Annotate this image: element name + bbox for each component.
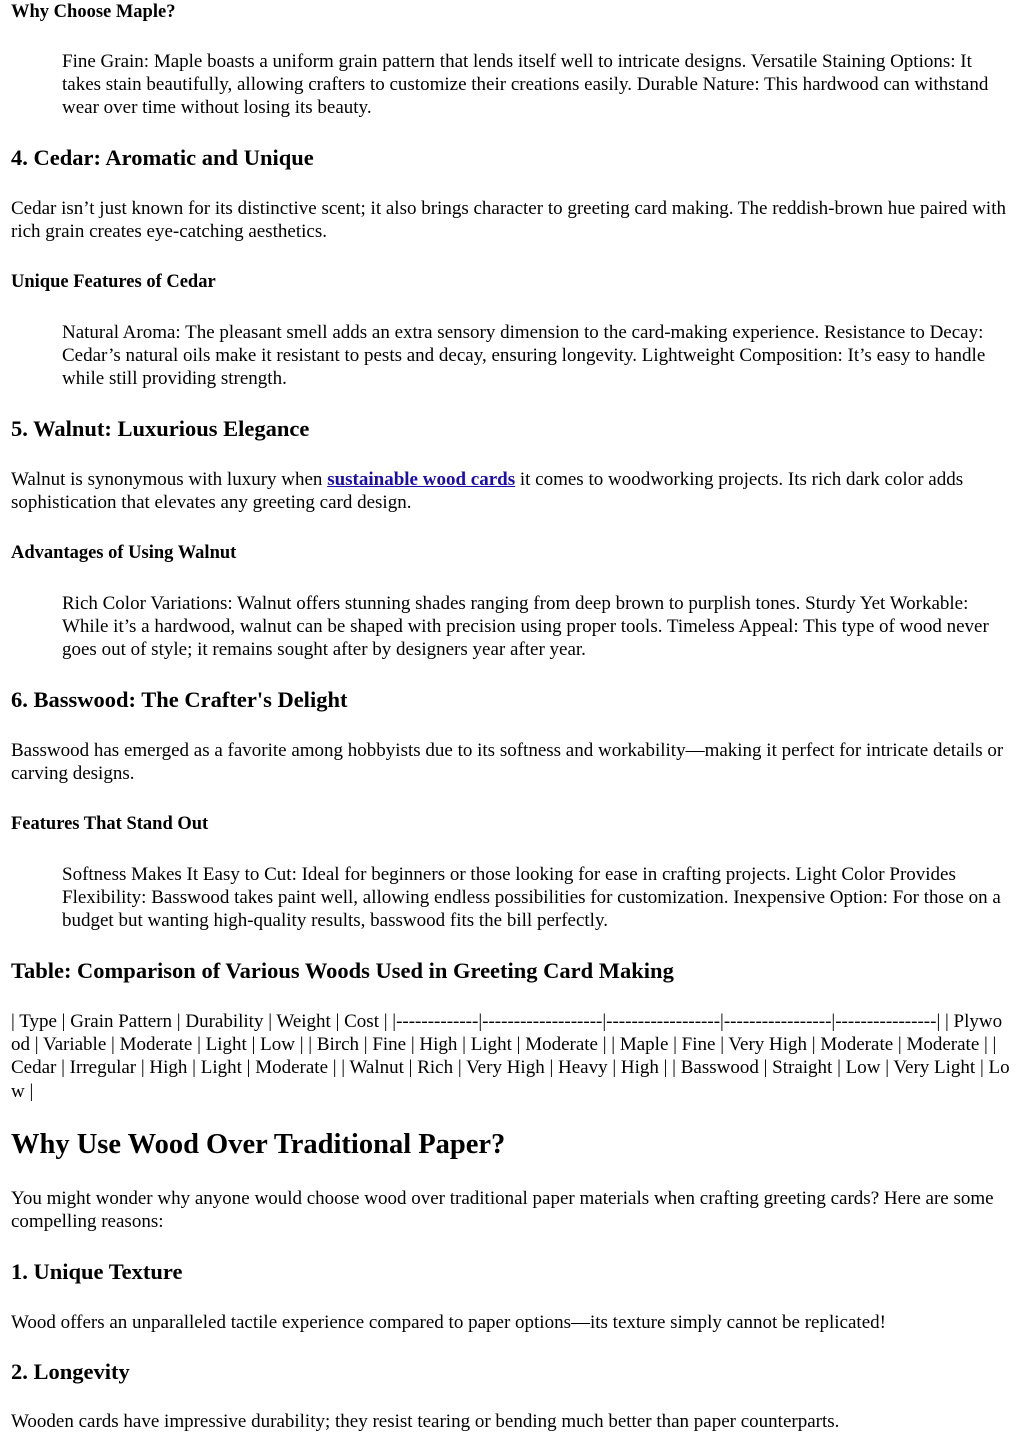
longevity-text: Wooden cards have impressive durability; they resist tearing or bending much better than paper counterparts. [11,1411,840,1432]
cedar-points: Natural Aroma: The pleasant smell adds an extra sensory dimension to the card-making experience. Resistance to Decay: Cedar’s natural oils make it resistant to pests and decay, ensuring longevity. Lightweight Composition: It’s easy to handle while still providing strength. [62,322,986,390]
basswood-heading: 6. Basswood: The Crafter's Delight [11,687,348,712]
why-wood-heading: Why Use Wood Over Traditional Paper? [11,1129,506,1160]
cedar-heading: 4. Cedar: Aromatic and Unique [11,145,314,170]
comparison-table-text: | Type | Grain Pattern | Durability | Weight | Cost | |-------------|-------------------|------------------|-----------------|----------------| | Plywood | Variable | Moderate | Light | Low | | Birch | Fine | High | Light | Moderate | | Maple | Fine | Very High | Moderate | Moderate | | Cedar | Irregular | High | Light | Moderate | | Walnut | Rich | Very High | Heavy | High | | Basswood | Straight | Low | Very Light | Low | [11,1011,1010,1102]
walnut-intro-after: it comes to woodworking projects. Its rich dark color adds sophistication that elevates any greeting card design. [11,469,964,514]
maple-subheading: Why Choose Maple? [11,2,176,22]
longevity-heading: 2. Longevity [11,1359,130,1384]
walnut-intro-before: Walnut is synonymous with luxury when [11,469,328,490]
walnut-subheading: Advantages of Using Walnut [11,543,237,563]
maple-points: Fine Grain: Maple boasts a uniform grain pattern that lends itself well to intricate designs. Versatile Staining Options: It takes stain beautifully, allowing crafters to customize their creations easily. Durable Nature: This hardwood can withstand wear over time without losing its beauty. [62,51,989,119]
cedar-subheading: Unique Features of Cedar [11,272,216,292]
texture-text: Wood offers an unparalleled tactile experience compared to paper options—its texture simply cannot be replicated! [11,1312,886,1333]
cedar-intro: Cedar isn’t just known for its distinctive scent; it also brings character to greeting card making. The reddish-brown hue paired with rich grain creates eye-catching aesthetics. [11,198,1006,243]
walnut-heading: 5. Walnut: Luxurious Elegance [11,416,310,441]
walnut-points: Rich Color Variations: Walnut offers stunning shades ranging from deep brown to purplish tones. Sturdy Yet Workable: While it’s a hardwood, walnut can be shaped with precision using proper tools. Timeless Appeal: This type of wood never goes out of style; it remains sought after by designers year after year. [62,593,989,661]
walnut-intro [11,468,1011,514]
basswood-subheading: Features That Stand Out [11,814,209,834]
basswood-points: Softness Makes It Easy to Cut: Ideal for beginners or those looking for ease in crafting projects. Light Color Provides Flexibility: Basswood takes paint well, allowing endless possibilities for customization. Inexpensive Option: For those on a budget but wanting high-quality results, basswood fits the bill perfectly. [62,864,1001,932]
basswood-intro: Basswood has emerged as a favorite among hobbyists due to its softness and workability—making it perfect for intricate details or carving designs. [11,740,1004,785]
table-heading: Table: Comparison of Various Woods Used in Greeting Card Making [11,958,674,983]
texture-heading: 1. Unique Texture [11,1259,183,1284]
sustainable-wood-cards-link[interactable]: sustainable wood cards [327,469,516,490]
why-wood-intro: You might wonder why anyone would choose wood over traditional paper materials when crafting greeting cards? Here are some compelling reasons: [11,1188,994,1233]
